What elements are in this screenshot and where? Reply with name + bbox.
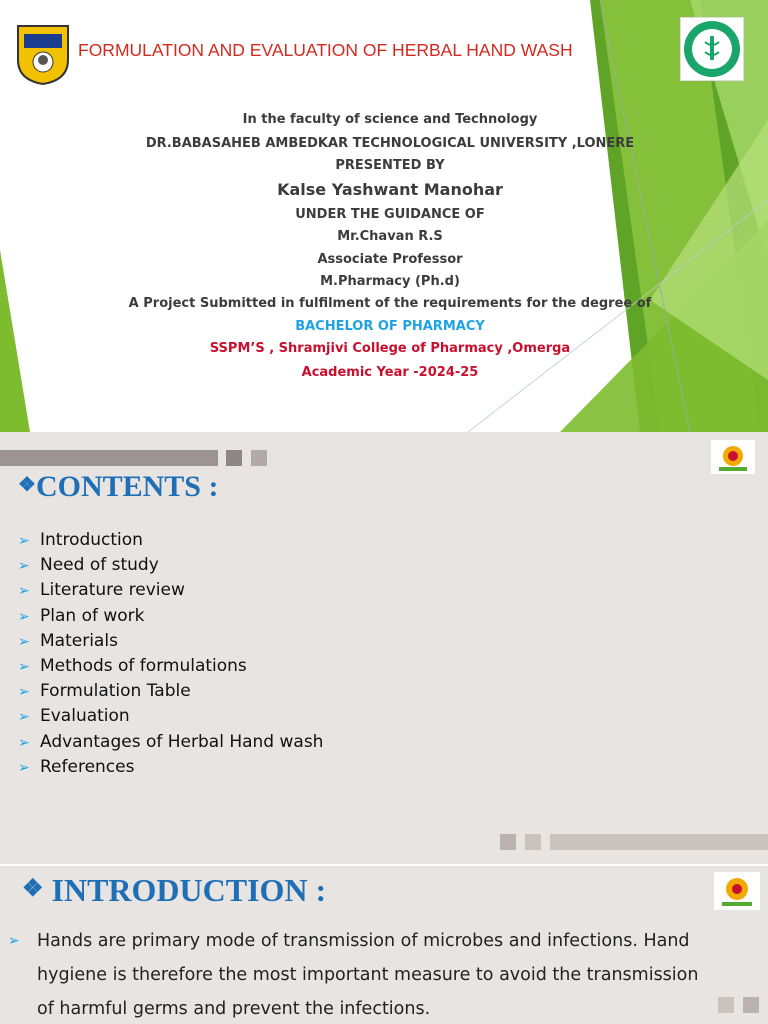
college-logo-icon [680, 17, 744, 81]
list-item [18, 704, 323, 729]
presenter-name: Kalse Yashwant Manohar [277, 180, 503, 199]
list-item [18, 553, 323, 578]
faculty-text: In the faculty of science and Technology [242, 112, 538, 127]
list-item-label: Materials [40, 630, 118, 651]
introduction-heading [22, 872, 326, 909]
paragraph-line: hygiene is therefore the most important measure to avoid the transmission [37, 965, 699, 985]
list-item-label: References [40, 756, 135, 777]
paragraph-line: of harmful germs and prevent the infections. [37, 999, 431, 1019]
diamond-bullet-icon: ❖ [18, 474, 36, 496]
list-item-label: Introduction [40, 530, 143, 550]
arrow-bullet-icon: ➢ [18, 583, 30, 600]
guide-qualification: M.Pharmacy (Ph.d) [320, 274, 460, 289]
arrow-bullet-icon: ➢ [18, 633, 30, 650]
arrow-bullet-icon: ➢ [18, 734, 30, 751]
list-item [18, 528, 323, 553]
decor-bar-top [0, 450, 218, 466]
arrow-bullet-icon: ➢ [18, 759, 30, 776]
arrow-bullet-icon: ➢ [18, 558, 30, 575]
contents-heading-text: CONTENTS : [35, 470, 219, 503]
list-item-label: Literature review [40, 580, 185, 601]
decor-square [226, 450, 242, 466]
university-text: DR.BABASAHEB AMBEDKAR TECHNOLOGICAL UNIVERSITY ,LONERE [145, 136, 635, 151]
list-item [18, 604, 323, 629]
list-item [18, 730, 323, 755]
paragraph-line: Hands are primary mode of transmission of microbes and infections. Hand [37, 931, 690, 951]
contents-slide [0, 432, 768, 864]
decor-bar-bottom [550, 834, 768, 850]
guidance-label: UNDER THE GUIDANCE OF [295, 207, 485, 222]
introduction-slide [0, 866, 768, 1024]
college-emblem-icon [714, 872, 760, 910]
list-item-label: Formulation Table [40, 681, 191, 702]
arrow-bullet-icon: ➢ [18, 684, 30, 701]
list-item [18, 654, 323, 679]
diamond-bullet-icon: ❖ [22, 876, 44, 902]
decor-square [718, 997, 734, 1013]
introduction-heading-text: INTRODUCTION : [51, 872, 327, 908]
decor-square [743, 997, 759, 1013]
introduction-paragraph [8, 924, 768, 1024]
project-statement: A Project Submitted in fulfilment of the requirements for the degree of [128, 296, 652, 311]
guide-name: Mr.Chavan R.S [337, 229, 443, 244]
list-item [18, 578, 323, 603]
list-item-label: Evaluation [40, 706, 130, 727]
list-item [18, 629, 323, 654]
list-item [18, 679, 323, 704]
list-item-label: Methods of formulations [40, 655, 247, 676]
arrow-bullet-icon: ➢ [18, 533, 30, 549]
list-item-label: Need of study [40, 555, 159, 576]
contents-list [18, 528, 323, 780]
title-slide [0, 0, 768, 432]
decor-square [251, 450, 267, 466]
arrow-bullet-icon: ➢ [18, 709, 30, 726]
presentation-title: FORMULATION AND EVALUATION OF HERBAL HAND WASH [78, 40, 573, 60]
degree-name: BACHELOR OF PHARMACY [295, 319, 485, 334]
college-emblem-icon [711, 440, 755, 474]
decor-square [525, 834, 541, 850]
arrow-bullet-icon: ➢ [8, 933, 20, 949]
guide-designation: Associate Professor [317, 252, 463, 267]
university-logo-icon [14, 22, 72, 86]
academic-year: Academic Year -2024-25 [301, 365, 479, 380]
list-item-label: Plan of work [40, 605, 145, 626]
presented-by-label: PRESENTED BY [335, 158, 445, 173]
arrow-bullet-icon: ➢ [18, 608, 30, 625]
college-name: SSPM’S , Shramjivi College of Pharmacy ,Omerga [209, 341, 571, 356]
list-item-label: Advantages of Herbal Hand wash [40, 731, 324, 752]
contents-heading [18, 470, 218, 504]
list-item [18, 755, 323, 780]
arrow-bullet-icon: ➢ [18, 658, 30, 675]
decor-square [500, 834, 516, 850]
